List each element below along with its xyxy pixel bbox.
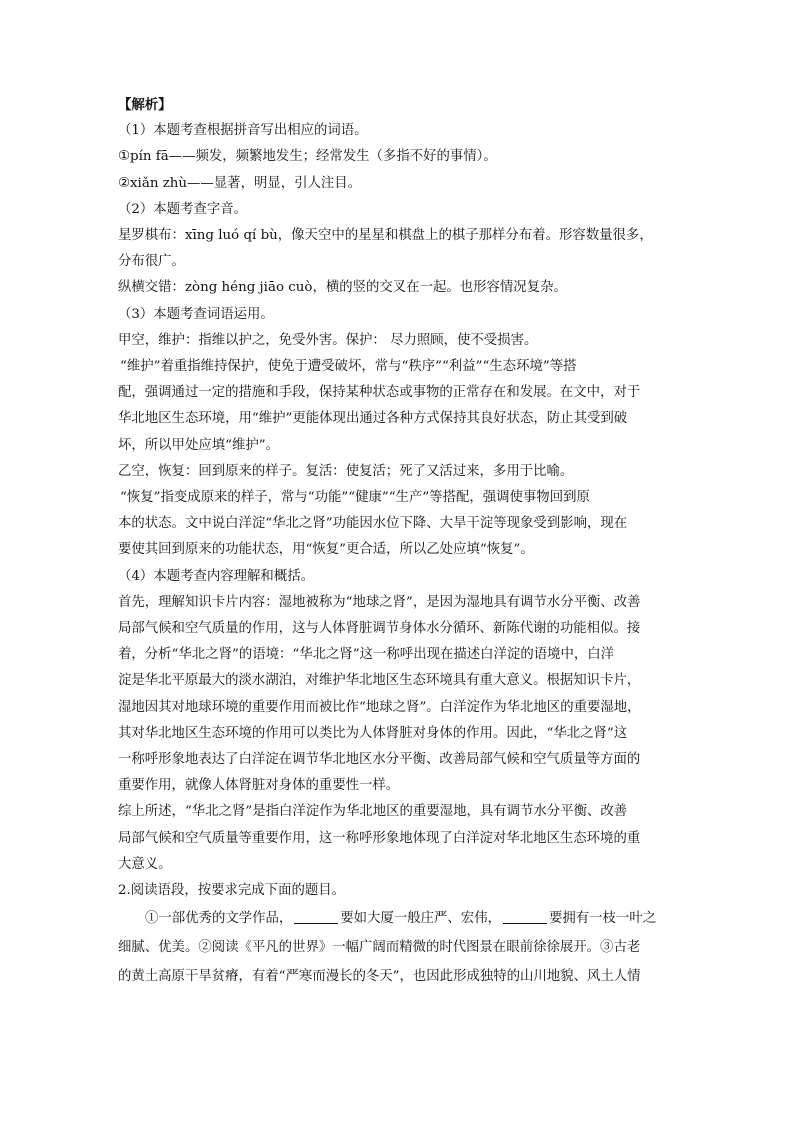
q3-jia-line-4: 坏，所以甲处应填“维护”。 — [118, 437, 279, 453]
q1-heading: （1）本题考查根据拼音写出相应的词语。 — [118, 123, 368, 139]
q3-jia-line-2: 配，强调通过一定的措施和手段，保持某种状态或事物的正常存在和发展。在文中，对于 — [118, 385, 641, 401]
q4-heading: （4）本题考查内容理解和概括。 — [118, 568, 314, 584]
q4-para1-line-1: 首先，理解知识卡片内容：湿地被称为“地球之肾”，是因为湿地具有调节水分平衡、改善 — [118, 594, 641, 610]
q3-jia-line-1: “维护”着重指维持保护，使免于遭受破坏，常与“秩序”“利益”“生态环境”等搭 — [120, 359, 577, 375]
q4-para1-line-6: 其对华北地区生态环境的作用可以类比为人体肾脏对身体的作用。因此，“华北之肾”这 — [118, 725, 628, 741]
q2-item-1-line-1: 星罗棋布：xīng luó qí bù，像天空中的星星和棋盘上的棋子那样分布着。形容数量很多， — [118, 228, 653, 244]
passage-line-3: 的黄土高原干旱贫瘠，有着“严寒而漫长的冬天”，也因此形成独特的山川地貌、风土人情 — [118, 969, 641, 985]
passage-line-2: 细腻、优美。②阅读《平凡的世界》一幅广阔而精微的时代图景在眼前徐徐展开。③古老 — [118, 940, 641, 956]
q3-yi-line-1: “恢复”指变成原来的样子，常与“功能”“健康”“生产”等搭配，强调使事物回到原 — [120, 490, 590, 506]
analysis-heading: 【解析】 — [118, 97, 172, 113]
q4-para1-line-3: 着，分析“华北之肾”的语境：“华北之肾”这一称呼出现在描述白洋淀的语境中，白洋 — [118, 647, 615, 663]
answer-blank-jia[interactable] — [294, 909, 338, 924]
question-2-prompt: 2.阅读语段，按要求完成下面的题目。 — [118, 883, 346, 899]
passage-line-1-part-a: ①一部优秀的文学作品， — [145, 911, 293, 927]
q4-para1-line-7: 一称呼形象地表达了白洋淀在调节华北地区水分平衡、改善局部气候和空气质量等方面的 — [118, 752, 641, 768]
passage-line-1 — [118, 904, 678, 933]
q4-summary-line-1: 综上所述，“华北之肾”是指白洋淀作为华北地区的重要湿地，具有调节水分平衡、改善 — [118, 804, 628, 820]
q3-yi-definition: 乙空，恢复：回到原来的样子。复活：使复活；死了又活过来，多用于比喻。 — [118, 463, 574, 479]
q3-heading: （3）本题考查词语运用。 — [118, 306, 274, 322]
q2-heading: （2）本题考查字音。 — [118, 201, 248, 217]
q4-para1-line-4: 淀是华北平原最大的淡水湖泊，对维护华北地区生态环境具有重大意义。根据知识卡片， — [118, 673, 641, 689]
q2-item-2: 纵横交错：zòng héng jiāo cuò，横的竖的交叉在一起。也形容情况复杂。 — [118, 280, 567, 296]
passage-line-1-part-c: 要拥有一枝一叶之 — [548, 911, 657, 927]
q3-yi-line-2: 本的状态。文中说白洋淀“华北之肾”功能因水位下降、大旱干淀等现象受到影响，现在 — [118, 516, 628, 532]
q4-summary-line-2: 局部气候和空气质量等重要作用，这一称呼形象地体现了白洋淀对华北地区生态环境的重 — [118, 830, 641, 846]
answer-blank-yi[interactable] — [503, 909, 547, 924]
q3-jia-line-3: 华北地区生态环境，用“维护”更能体现出通过各种方式保持其良好状态，防止其受到破 — [118, 411, 628, 427]
q2-item-1-line-2: 分布很广。 — [118, 254, 185, 270]
q4-summary-line-3: 大意义。 — [118, 856, 172, 872]
q4-para1-line-8: 重要作用，就像人体肾脏对身体的重要性一样。 — [118, 778, 400, 794]
q4-para1-line-2: 局部气候和空气质量的作用，这与人体肾脏调节身体水分循环、新陈代谢的功能相似。接 — [118, 621, 641, 637]
q4-para1-line-5: 湿地因其对地球环境的重要作用而被比作“地球之肾”。白洋淀作为华北地区的重要湿地， — [118, 699, 641, 715]
q1-item-1: ①pín fā——频发，频繁地发生；经常发生（多指不好的事情）。 — [118, 149, 497, 165]
q1-item-2: ②xiǎn zhù——显著，明显，引人注目。 — [118, 175, 362, 191]
q3-yi-line-3: 要使其回到原来的功能状态，用“恢复”更合适，所以乙处应填“恢复”。 — [118, 542, 534, 558]
passage-line-1-part-b: 要如大厦一般庄严、宏伟， — [340, 911, 501, 927]
document-page — [118, 92, 678, 991]
q3-jia-definition: 甲空，维护：指维以护之，免受外害。保护： 尽力照顾，使不受损害。 — [118, 332, 538, 348]
